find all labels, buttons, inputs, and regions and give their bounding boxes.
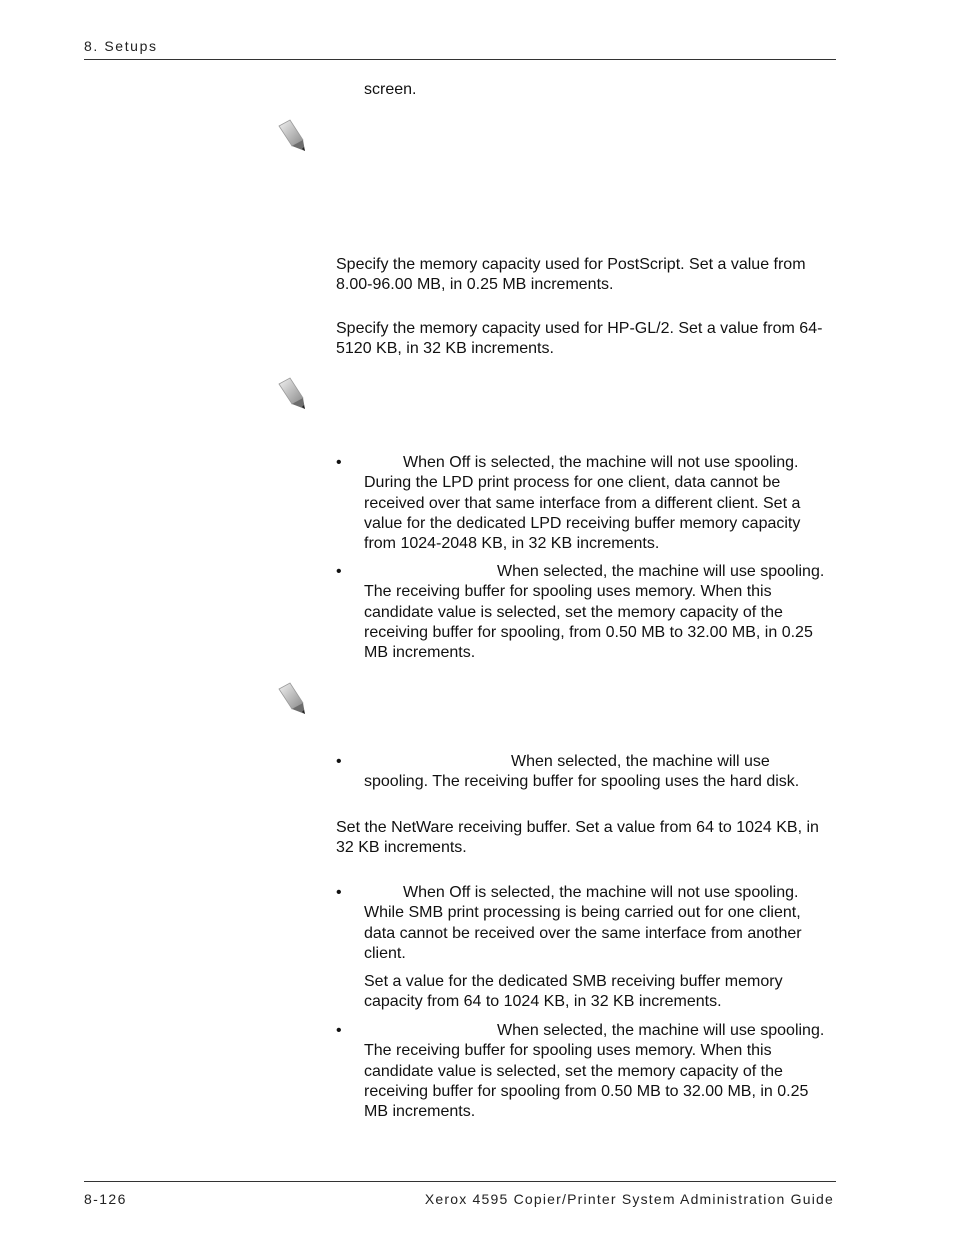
bullet-marker: • [336,753,342,770]
bullet-marker: • [336,1022,342,1039]
note-pencil-icon [276,376,310,412]
lpd-hdd-text: When selected, the machine will use spooling. The receiving buffer for spooling uses the hard disk. [364,753,800,791]
lpd-memory-text: When selected, the machine will use spooling. The receiving buffer for spooling uses memory. When this candidate value is selected, set the memory capacity of the receiving buffer for spooling, from 0.50 MB to 32.00 MB, in 0.25 MB increments. [364,563,825,662]
hpgl-memory-text: Specify the memory capacity used for HP-GL/2. Set a value from 64-5120 KB, in 32 KB increments. [336,320,823,358]
guide-title: Xerox 4595 Copier/Printer System Administration Guide [424,1191,834,1207]
top-fragment: screen. [364,81,417,98]
note-pencil-icon [276,118,310,154]
bullet-marker: • [336,884,342,901]
smb-off-text-continued: Set a value for the dedicated SMB receiving buffer memory capacity from 64 to 1024 KB, in 32 KB increments. [364,973,783,1011]
smb-off-text: When Off is selected, the machine will not use spooling. While SMB print processing is being carried out for one client, data cannot be received over the same interface from another client. [364,884,802,962]
lpd-off-text: When Off is selected, the machine will not use spooling. During the LPD print process for one client, data cannot be received over that same interface from a different client. Set a value for the dedicated LPD receiving buffer memory capacity from 1024-2048 KB, in 32 KB increments. [364,454,801,553]
header-rule [84,59,836,60]
netware-buffer-text: Set the NetWare receiving buffer. Set a value from 64 to 1024 KB, in 32 KB increments. [336,819,819,857]
running-header: 8. Setups [84,38,158,54]
bullet-marker: • [336,454,342,471]
smb-memory-text: When selected, the machine will use spooling. The receiving buffer for spooling uses memory. When this candidate value is selected, set the memory capacity of the receiving buffer for spooling from 0.50 MB to 32.00 MB, in 0.25 MB increments. [364,1022,825,1121]
page-number: 8-126 [84,1191,127,1207]
postscript-memory-text: Specify the memory capacity used for PostScript. Set a value from 8.00-96.00 MB, in 0.25 MB increments. [336,256,806,294]
footer-rule [84,1181,836,1182]
bullet-marker: • [336,563,342,580]
note-pencil-icon [276,681,310,717]
